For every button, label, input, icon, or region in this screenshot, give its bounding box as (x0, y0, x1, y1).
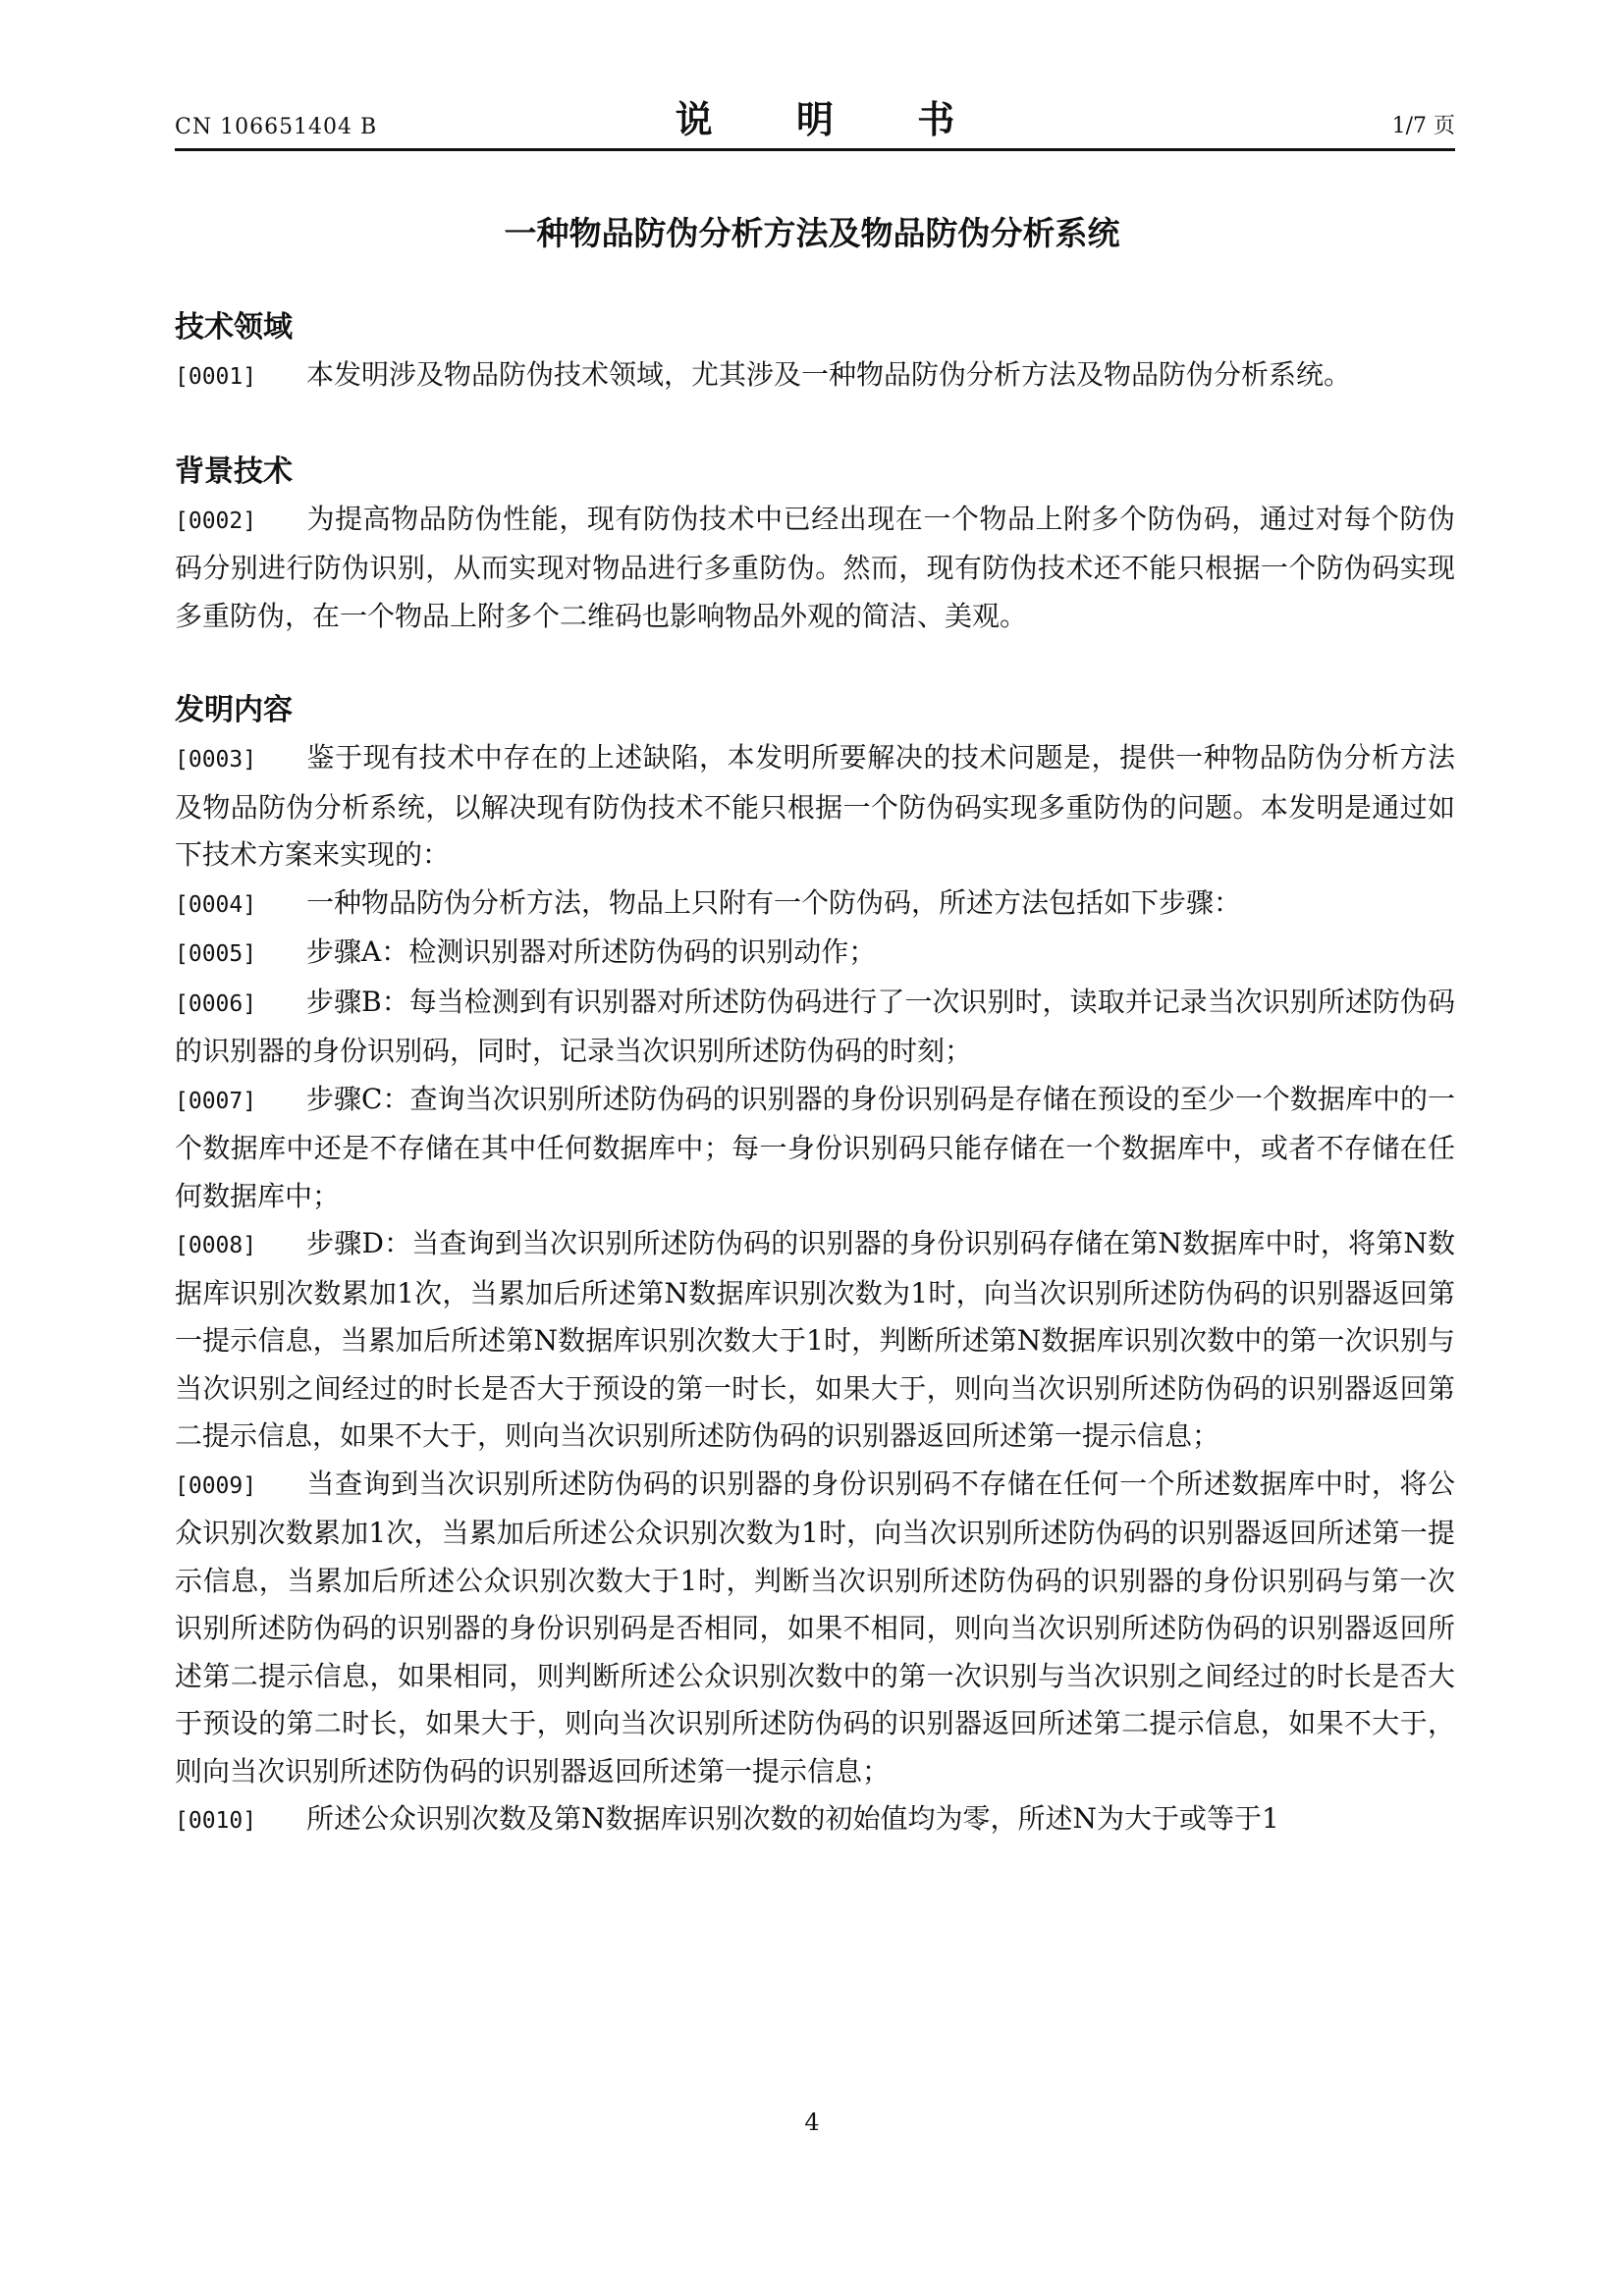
paragraph-0006 (175, 979, 1455, 1076)
paragraph-0009 (175, 1461, 1455, 1796)
paragraph-number: [0005] (175, 941, 257, 967)
paragraph-number: [0001] (175, 364, 257, 390)
paragraph-text: 步骤D：当查询到当次识别所述防伪码的识别器的身份识别码存储在第N数据库中时，将第N数据库识别次数累加1次，当累加后所述第N数据库识别次数为1时，向当次识别所述防伪码的识别器返回第一提示信息，当累加后所述第N数据库识别次数大于1时，判断所述第N数据库识别次数中的第一次识别与当次识别之间经过的时长是否大于预设的第一时长，如果大于，则向当次识别所述防伪码的识别器返回第二提示信息，如果不大于，则向当次识别所述防伪码的识别器返回所述第一提示信息； (175, 1227, 1455, 1452)
paragraph-text: 步骤A：检测识别器对所述防伪码的识别动作； (306, 935, 877, 968)
paragraph-0001 (175, 351, 1455, 401)
paragraph-text: 鉴于现有技术中存在的上述缺陷，本发明所要解决的技术问题是，提供一种物品防伪分析方法及物品防伪分析系统，以解决现有防伪技术不能只根据一个防伪码实现多重防伪的问题。本发明是通过如下技术方案来实现的： (175, 741, 1455, 871)
paragraph-number: [0006] (175, 990, 257, 1017)
paragraph-number: [0009] (175, 1472, 257, 1499)
section-heading-tech-field: 技术领域 (175, 310, 293, 345)
paragraph-number: [0002] (175, 507, 257, 534)
paragraph-text: 本发明涉及物品防伪技术领域，尤其涉及一种物品防伪分析方法及物品防伪分析系统。 (306, 358, 1352, 391)
page-number-footer: 4 (804, 2109, 820, 2136)
paragraph-0010 (175, 1795, 1455, 1845)
document-type-heading: 说 明 书 (675, 97, 991, 141)
publication-number: CN 106651404 B (175, 115, 378, 139)
page-header (175, 98, 1455, 149)
paragraph-number: [0007] (175, 1088, 257, 1114)
invention-title: 一种物品防伪分析方法及物品防伪分析系统 (504, 214, 1120, 252)
paragraph-0002 (175, 496, 1455, 641)
paragraph-number: [0003] (175, 747, 257, 773)
paragraph-text: 当查询到当次识别所述防伪码的识别器的身份识别码不存储在任何一个所述数据库中时，将公众识别次数累加1次，当累加后所述公众识别次数为1时，向当次识别所述防伪码的识别器返回所述第一提示信息，当累加后所述公众识别次数大于1时，判断当次识别所述防伪码的识别器的身份识别码与第一次识别所述防伪码的识别器的身份识别码是否相同，如果不相同，则向当次识别所述防伪码的识别器返回所述第二提示信息，如果相同，则判断所述公众识别次数中的第一次识别与当次识别之间经过的时长是否大于预设的第二时长，如果大于，则向当次识别所述防伪码的识别器返回所述第二提示信息，如果不大于，则向当次识别所述防伪码的识别器返回所述第一提示信息； (175, 1467, 1455, 1788)
paragraph-text: 所述公众识别次数及第N数据库识别次数的初始值均为零，所述N为大于或等于1 (306, 1802, 1279, 1835)
paragraph-number: [0004] (175, 891, 257, 918)
page-label: 1/7 页 (1391, 114, 1455, 138)
section-heading-summary: 发明内容 (175, 693, 293, 727)
paragraph-text: 步骤C：查询当次识别所述防伪码的识别器的身份识别码是存储在预设的至少一个数据库中的一个数据库中还是不存储在其中任何数据库中；每一身份识别码只能存储在一个数据库中，或者不存储在任何数据库中； (175, 1082, 1455, 1212)
paragraph-number: [0010] (175, 1808, 257, 1834)
paragraph-0005 (175, 929, 1455, 979)
section-heading-background: 背景技术 (175, 454, 293, 489)
paragraph-0008 (175, 1220, 1455, 1461)
paragraph-0007 (175, 1076, 1455, 1221)
paragraph-0004 (175, 880, 1455, 930)
paragraph-number: [0008] (175, 1233, 257, 1258)
paragraph-text: 步骤B：每当检测到有识别器对所述防伪码进行了一次识别时，读取并记录当次识别所述防伪码的识别器的身份识别码，同时，记录当次识别所述防伪码的时刻； (175, 985, 1455, 1067)
paragraph-0003 (175, 734, 1455, 880)
header-rule (175, 148, 1455, 151)
paragraph-text: 为提高物品防伪性能，现有防伪技术中已经出现在一个物品上附多个防伪码，通过对每个防伪码分别进行防伪识别，从而实现对物品进行多重防伪。然而，现有防伪技术还不能只根据一个防伪码实现多重防伪，在一个物品上附多个二维码也影响物品外观的简洁、美观。 (175, 502, 1455, 632)
document-body (175, 304, 1455, 1845)
paragraph-text: 一种物品防伪分析方法，物品上只附有一个防伪码，所述方法包括如下步骤： (306, 885, 1242, 919)
